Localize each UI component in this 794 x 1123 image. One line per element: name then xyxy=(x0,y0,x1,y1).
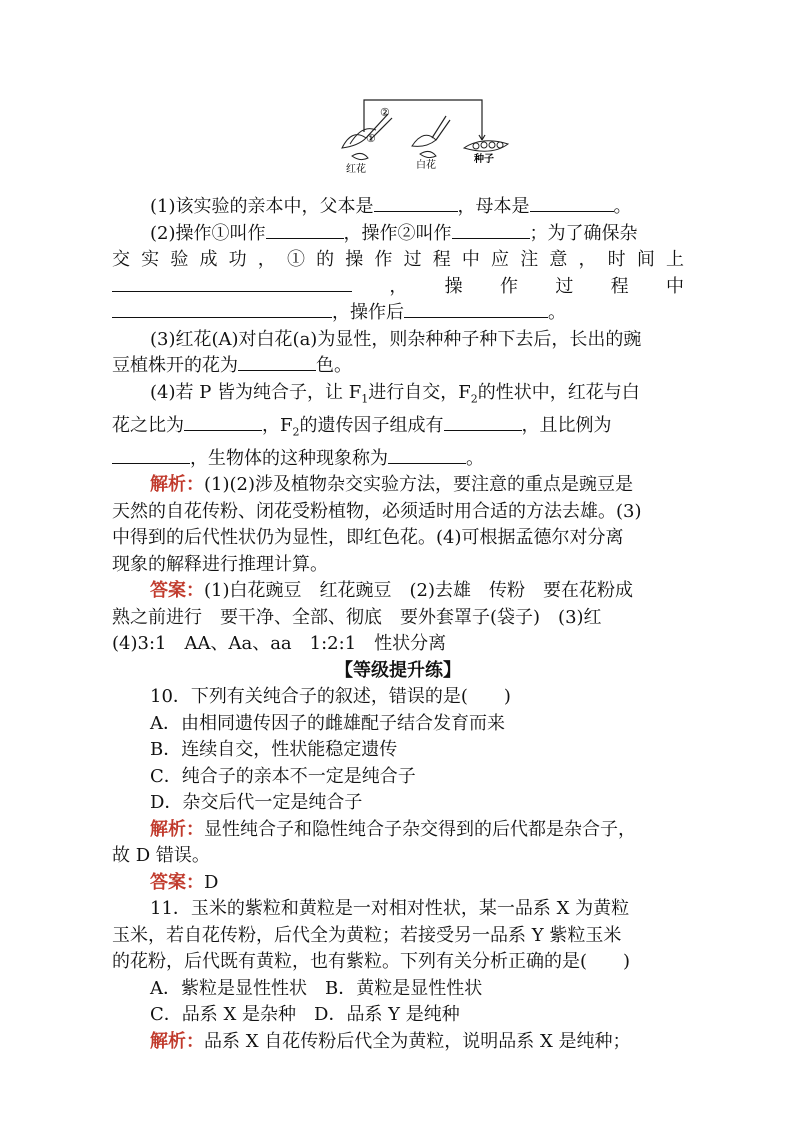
q9-part2-line4: ，操作后 。 xyxy=(112,300,684,327)
answer-label: 答案： xyxy=(150,580,204,602)
q11-options-ab[interactable]: A．紫粒是显性性状 B．黄粒是显性性状 xyxy=(150,977,483,999)
q11-analysis-line1: 解析：品系 X 自花传粉后代全为黄粒，说明品系 X 是纯种； xyxy=(150,1030,631,1052)
pollination-diagram xyxy=(332,98,522,178)
white-flower-label: 白花 xyxy=(416,160,436,171)
section-heading: 【等级提升练】 xyxy=(335,659,461,681)
q9-part2-line2: 交实验成功，①的操作过程中应注意，时间上 xyxy=(112,249,684,270)
answer-blank[interactable] xyxy=(112,300,332,318)
analysis-label: 解析： xyxy=(150,818,204,840)
q9-part4-line3: ，生物体的这种现象称为 。 xyxy=(112,446,684,473)
q9-answer-line1: 答案：(1)白花豌豆 红花豌豆 (2)去雄 传粉 要在花粉成 xyxy=(150,580,633,602)
answer-blank[interactable] xyxy=(404,300,548,318)
q11-options-cd[interactable]: C．品系 X 是杂种 D．品系 Y 是纯种 xyxy=(150,1004,460,1026)
answer-blank[interactable] xyxy=(530,194,614,212)
q11-stem-line3: 的花粉，后代既有黄粒，也有紫粒。下列有关分析正确的是( ) xyxy=(112,951,631,973)
q10-analysis-line2: 故 D 错误。 xyxy=(112,845,210,867)
answer-blank[interactable] xyxy=(388,446,466,464)
q9-analysis-line1: 解析：(1)(2)涉及植物杂交实验方法，要注意的重点是豌豆是 xyxy=(150,474,633,496)
q9-analysis-line2: 天然的自花传粉、闭花受粉植物，必须适时用合适的方法去雄。(3) xyxy=(112,500,642,522)
q11-stem-line2: 玉米，若自花传粉，后代全为黄粒；若接受另一品系 Y 紫粒玉米 xyxy=(112,924,622,946)
white-flower-icon xyxy=(412,116,450,158)
q10-option-d[interactable]: D．杂交后代一定是纯合子 xyxy=(150,792,363,814)
answer-blank[interactable] xyxy=(238,353,316,371)
pollination-figure xyxy=(112,98,684,178)
q11-stem-line1: 11．玉米的紫粒和黄粒是一对相对性状，某一品系 X 为黄粒 xyxy=(150,898,630,920)
answer-blank[interactable] xyxy=(112,274,352,292)
q9-part3-line2: 豆植株开的花为 色。 xyxy=(112,355,352,376)
answer-blank[interactable] xyxy=(184,413,262,431)
seed-pod-icon xyxy=(464,141,508,151)
document-page xyxy=(112,98,684,1055)
q9-part3-line1: (3)红花(A)对白花(a)为显性，则杂种种子种下去后，长出的豌 xyxy=(150,328,642,350)
analysis-label: 解析： xyxy=(150,474,204,496)
q9-part4-line2: 花之比为 ，$F_2$的遗传因子组成有 ，且比例为 xyxy=(112,414,612,439)
q9-analysis-line4: 现象的解释进行推理计算。 xyxy=(112,553,328,575)
q9-answer-line3: (4)3:1 AA、Aa、aa 1:2:1 性状分离 xyxy=(112,633,447,655)
answer-blank[interactable] xyxy=(374,194,458,212)
q9-answer-line2: 熟之前进行 要干净、全部、彻底 要外套罩子(袋子) (3)红 xyxy=(112,606,602,628)
op2-label: ② xyxy=(380,106,390,119)
q10-option-c[interactable]: C．纯合子的亲本不一定是纯合子 xyxy=(150,765,416,787)
q9-part4-line1: (4)若 P 皆为纯合子，让 $F_1$进行自交，$F_2$的性状中，红花与白 xyxy=(150,381,640,406)
op1-label: ① xyxy=(366,132,376,145)
analysis-label: 解析： xyxy=(150,1030,204,1052)
red-flower-label: 红花 xyxy=(346,164,366,175)
answer-blank[interactable] xyxy=(266,221,344,239)
q9-part2-line3: ，操作过程中 xyxy=(112,274,684,301)
q10-stem: 10．下列有关纯合子的叙述，错误的是( ) xyxy=(150,686,511,708)
answer-blank[interactable] xyxy=(452,221,530,239)
q10-option-a[interactable]: A．由相同遗传因子的雌雄配子结合发育而来 xyxy=(150,712,505,734)
answer-blank[interactable] xyxy=(444,413,522,431)
q9-part2-line1: (2)操作①叫作 ，操作②叫作 ；为了确保杂 xyxy=(150,222,638,244)
q9-analysis-line3: 中得到的后代性状仍为显性，即红色花。(4)可根据孟德尔对分离 xyxy=(112,527,624,549)
answer-blank[interactable] xyxy=(112,446,190,464)
q9-part1: (1)该实验的亲本中，父本是 ，母本是 。 xyxy=(150,196,632,217)
q10-option-b[interactable]: B．连续自交，性状能稳定遗传 xyxy=(150,739,398,761)
q10-analysis-line1: 解析：显性纯合子和隐性纯合子杂交得到的后代都是杂合子， xyxy=(150,818,636,840)
answer-label: 答案： xyxy=(150,871,204,893)
q10-answer: 答案：D xyxy=(150,871,219,893)
seed-label: 种子 xyxy=(474,154,494,165)
